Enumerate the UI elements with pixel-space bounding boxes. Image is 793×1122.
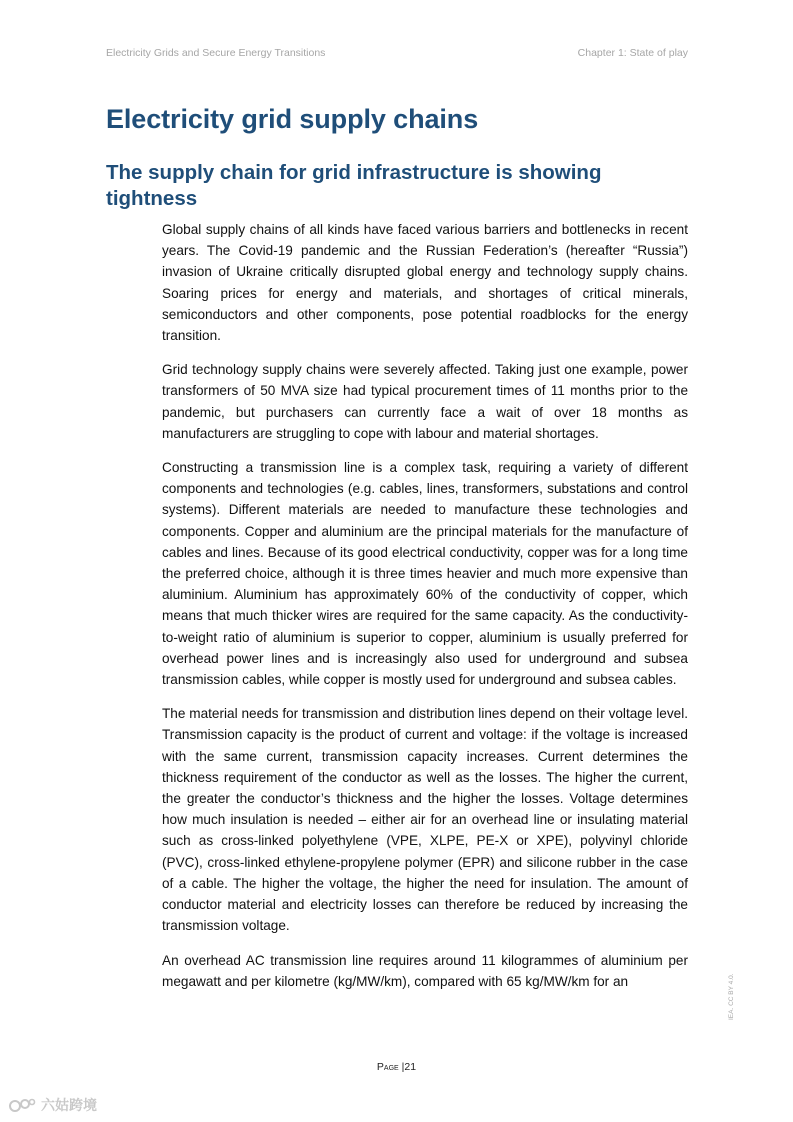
paragraph-4: The material needs for transmission and distribution lines depend on their voltage level. Transmission capacity is the product of current and voltage: if the voltage is increased with the same current, transmission capacity increases. Current determines the thickness requirement of the conductor as well as the losses. The higher the current, the greater the conductor’s thickness and the higher the losses. Voltage determines how much insulation is needed – either air for an overhead line or insulating material such as cross-linked polyethylene (VPE, XLPE, PE-X or XPE), polyvinyl chloride (PVC), cross-linked ethylene-propylene polymer (EPR) and silicone rubber in the case of a cable. The higher the voltage, the higher the need for insulation. The amount of conductor material and electricity losses can therefore be reduced by increasing the transmission voltage. <box>162 706 688 934</box>
section-title: The supply chain for grid infrastructure is showing tightness <box>106 161 602 210</box>
license-note: IEA. CC BY 4.0. <box>728 973 735 1020</box>
page-footer <box>0 1061 793 1073</box>
page-label: Page <box>376 1061 399 1073</box>
watermark <box>8 1095 97 1115</box>
watermark-logo-icon <box>8 1096 36 1114</box>
page-number: 21 <box>404 1061 417 1073</box>
report-title: Electricity Grids and Secure Energy Transitions <box>106 47 326 59</box>
paragraph-1: Global supply chains of all kinds have faced various barriers and bottlenecks in recent years. The Covid-19 pandemic and the Russian Federation’s (hereafter “Russia”) invasion of Ukraine critically disrupted global energy and technology supply chains. Soaring prices for energy and materials, and shortages of critical minerals, semiconductors and other components, pose potential roadblocks for the energy transition. <box>162 222 688 344</box>
page-separator: | <box>401 1061 405 1073</box>
body-text <box>162 219 688 1005</box>
watermark-text: 六姑跨境 <box>41 1097 97 1113</box>
chapter-label: Chapter 1: State of play <box>577 47 688 59</box>
chapter-title: Electricity grid supply chains <box>106 104 479 134</box>
paragraph-5: An overhead AC transmission line requires around 11 kilogrammes of aluminium per megawatt and per kilometre (kg/MW/km), compared with 65 kg/MW/km for an <box>162 952 688 989</box>
paragraph-3: Constructing a transmission line is a complex task, requiring a variety of different components and technologies (e.g. cables, lines, transformers, substations and control systems). Different materials are needed to manufacture these technologies and components. Copper and aluminium are the principal materials for the manufacture of cables and lines. Because of its good electrical conductivity, copper was for a long time the preferred choice, although it is three times heavier and much more expensive than aluminium. Aluminium has approximately 60% of the conductivity of copper, which means that much thicker wires are required for the same capacity. As the conductivity-to-weight ratio of aluminium is superior to copper, aluminium is usually preferred for overhead power lines and is increasingly also used for underground and subsea transmission cables, while copper is mostly used for underground and subsea cables. <box>162 460 688 688</box>
paragraph-2: Grid technology supply chains were severely affected. Taking just one example, power transformers of 50 MVA size had typical procurement times of 11 months prior to the pandemic, but purchasers can currently face a wait of over 18 months as manufacturers are struggling to cope with labour and material shortages. <box>162 362 688 441</box>
running-header <box>106 47 688 59</box>
